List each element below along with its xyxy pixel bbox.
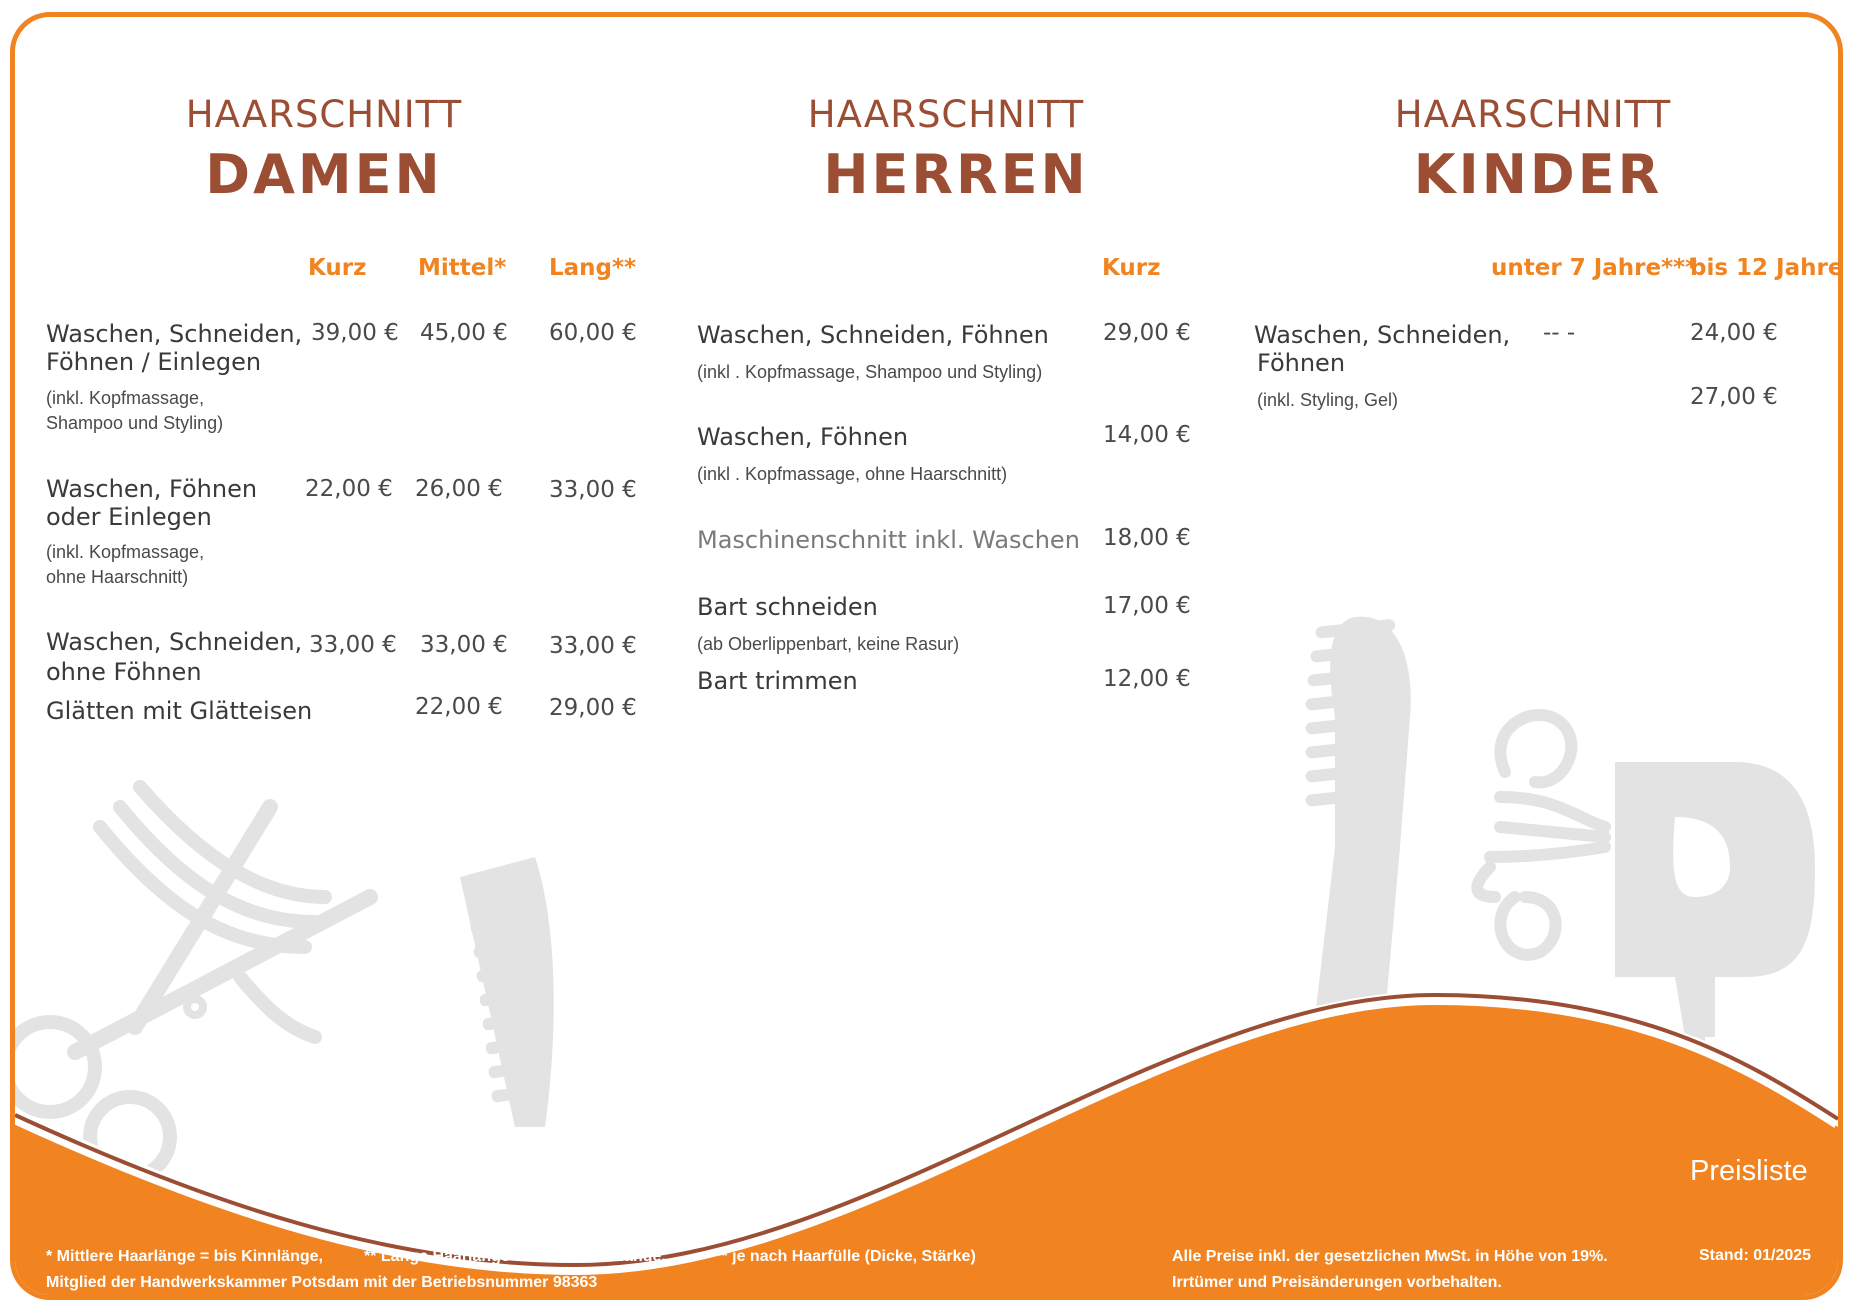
damen-row3-price-kurz: 33,00 € — [309, 632, 397, 658]
damen-row4-price-mittel: 22,00 € — [415, 694, 503, 720]
footnote-mittel: * Mittlere Haarlänge = bis Kinnlänge, — [46, 1248, 323, 1265]
damen-row3-price-lang: 33,00 € — [549, 633, 637, 659]
damen-col-mittel: Mittel* — [418, 255, 507, 281]
kinder-col-under7: unter 7 Jahre*** — [1491, 255, 1698, 281]
damen-row1-note-line2: Shampoo und Styling) — [46, 413, 224, 433]
brush-icon — [1305, 617, 1411, 1017]
kinder-col-bis12: bis 12 Jahre — [1690, 255, 1844, 281]
herren-subtitle: HAARSCHNITT — [807, 93, 1085, 136]
preisliste-label: Preisliste — [1690, 1155, 1808, 1187]
scissors-icon — [15, 787, 370, 1177]
damen-row1-price-lang: 60,00 € — [549, 320, 637, 346]
damen-row4-price-lang: 29,00 € — [549, 695, 637, 721]
damen-row2-price-kurz: 22,00 € — [305, 476, 393, 502]
damen-row2-note: (inkl. Kopfmassage, — [46, 542, 205, 562]
vat-note: Alle Preise inkl. der gesetzlichen MwSt. in Höhe von 19%. — [1172, 1248, 1608, 1265]
damen-row1-service-line2: Föhnen / Einlegen — [46, 348, 262, 376]
herren-row1-note: (inkl . Kopfmassage, Shampoo und Styling) — [697, 362, 1043, 382]
herren-row4-service: Bart schneiden — [697, 593, 878, 621]
herren-row4-price: 17,00 € — [1103, 593, 1191, 619]
damen-row3-service-line2: ohne Föhnen — [46, 658, 202, 686]
footnote-haarfuelle: *** je nach Haarfülle (Dicke, Stärke) — [709, 1248, 976, 1265]
stand-date: Stand: 01/2025 — [1699, 1247, 1812, 1264]
damen-row2-price-lang: 33,00 € — [549, 477, 637, 503]
damen-col-lang: Lang** — [549, 255, 637, 281]
damen-row1-price-mittel: 45,00 € — [420, 320, 508, 346]
herren-row2-price: 14,00 € — [1103, 422, 1191, 448]
damen-row3-service: Waschen, Schneiden, — [46, 628, 303, 656]
herren-row5-price: 12,00 € — [1103, 666, 1191, 692]
kinder-row1-price-2: 27,00 € — [1690, 384, 1778, 410]
damen-row4-service: Glätten mit Glätteisen — [46, 697, 313, 725]
membership-note: Mitglied der Handwerkskammer Potsdam mit der Betriebsnummer 98363 — [46, 1274, 598, 1291]
damen-title: DAMEN — [205, 143, 443, 206]
damen-row2-service-line2: oder Einlegen — [46, 503, 212, 531]
damen-row2-note-line2: ohne Haarschnitt) — [46, 567, 189, 587]
kinder-title: KINDER — [1413, 143, 1663, 206]
damen-row1-note: (inkl. Kopfmassage, — [46, 388, 205, 408]
kinder-row1-service: Waschen, Schneiden, — [1254, 321, 1511, 349]
footnote-lang: ** Lange Haarlänge = bis Schulterlänge, — [364, 1248, 666, 1265]
herren-title: HERREN — [823, 143, 1089, 206]
damen-col-kurz: Kurz — [308, 255, 367, 281]
kinder-row1-service-line2: Föhnen — [1257, 349, 1346, 377]
herren-row2-note: (inkl . Kopfmassage, ohne Haarschnitt) — [697, 464, 1008, 484]
herren-row5-service: Bart trimmen — [697, 667, 858, 695]
herren-row4-note: (ab Oberlippenbart, keine Rasur) — [697, 634, 960, 654]
herren-row3-price: 18,00 € — [1103, 525, 1191, 551]
damen-subtitle: HAARSCHNITT — [185, 93, 463, 136]
kinder-subtitle: HAARSCHNITT — [1394, 93, 1672, 136]
damen-row2-service: Waschen, Föhnen — [46, 475, 258, 503]
herren-row3-service: Maschinenschnitt inkl. Waschen — [697, 526, 1080, 554]
damen-row2-price-mittel: 26,00 € — [415, 476, 503, 502]
errors-note: Irrtümer und Preisänderungen vorbehalten. — [1172, 1274, 1502, 1291]
kinder-row1-note: (inkl. Styling, Gel) — [1257, 390, 1399, 410]
damen-row1-service: Waschen, Schneiden, — [46, 320, 303, 348]
comb-icon — [460, 857, 554, 1127]
herren-row1-service: Waschen, Schneiden, Föhnen — [697, 321, 1049, 349]
herren-row2-service: Waschen, Föhnen — [697, 423, 909, 451]
kinder-row1-under7: -- - — [1543, 320, 1576, 346]
damen-row3-price-mittel: 33,00 € — [420, 632, 508, 658]
herren-row1-price: 29,00 € — [1103, 320, 1191, 346]
damen-row1-price-kurz: 39,00 € — [311, 320, 399, 346]
kinder-row1-price-1: 24,00 € — [1690, 320, 1778, 346]
herren-col-kurz: Kurz — [1102, 255, 1161, 281]
